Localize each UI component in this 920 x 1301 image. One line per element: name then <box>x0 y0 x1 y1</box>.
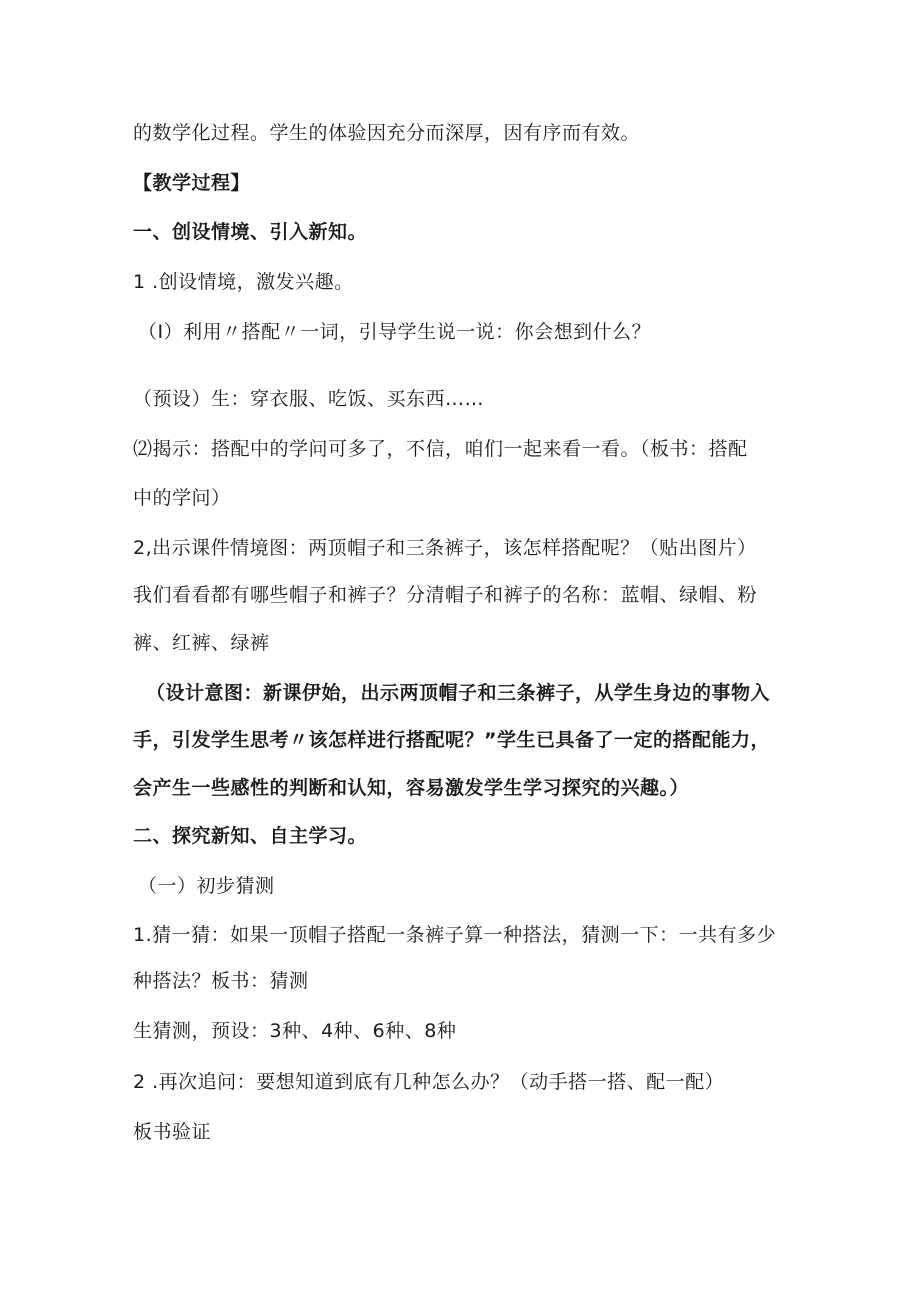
paragraph-line: 中的学问） <box>133 487 231 509</box>
paragraph-line: ⑵揭示：搭配中的学问可多了，不信，咱们一起来看一看。（板书：搭配 <box>133 438 748 460</box>
paragraph-line: （一）初步猜测 <box>138 875 275 897</box>
paragraph-line: 种搭法？板书：猜测 <box>133 970 309 992</box>
paragraph-line: （预设）生：穿衣服、吃饭、买东西…… <box>133 388 485 410</box>
paragraph-line: 裤、红裤、绿裤 <box>133 632 270 654</box>
paragraph-line: 我们看看都有哪些帽子和裤子？分清帽子和裤子的名称：蓝帽、绿帽、粉 <box>133 584 758 606</box>
paragraph-line: （I）利用〃搭配〃一词，引导学生说一说：你会想到什么？ <box>138 321 652 343</box>
paragraph-line: 2 .再次追问：要想知道到底有几种怎么办？（动手搭一搭、配一配） <box>133 1071 725 1093</box>
design-intent-line: 会产生一些感性的判断和认知，容易激发学生学习探究的兴趣。） <box>133 777 690 799</box>
paragraph-line: 1 .创设情境，激发兴趣。 <box>133 271 354 293</box>
paragraph-line: 的数学化过程。学生的体验因充分而深厚，因有序而有效。 <box>133 122 641 144</box>
section-heading: 一、创设情境、引入新知。 <box>133 221 368 243</box>
paragraph-line: 2,出示课件情境图：两顶帽子和三条裤子，该怎样搭配呢？（贴出图片） <box>133 537 757 559</box>
section-heading: 二、探究新知、自主学习。 <box>133 825 368 847</box>
design-intent-line: 手，引发学生思考〃该怎样进行搭配呢？”学生已具备了一定的搭配能力， <box>133 729 770 751</box>
paragraph-line: 1.猜一猜：如果一顶帽子搭配一条裤子算一种搭法，猜测一下：一共有多少 <box>133 924 777 946</box>
paragraph-line: 板书验证 <box>133 1121 212 1143</box>
design-intent-line: （设计意图：新课伊始，出示两顶帽子和三条裤子，从学生身边的事物入 <box>146 682 771 704</box>
section-heading: 【教学过程】 <box>133 172 251 194</box>
paragraph-line: 生猜测，预设：3种、4种、6种、8种 <box>133 1020 457 1042</box>
